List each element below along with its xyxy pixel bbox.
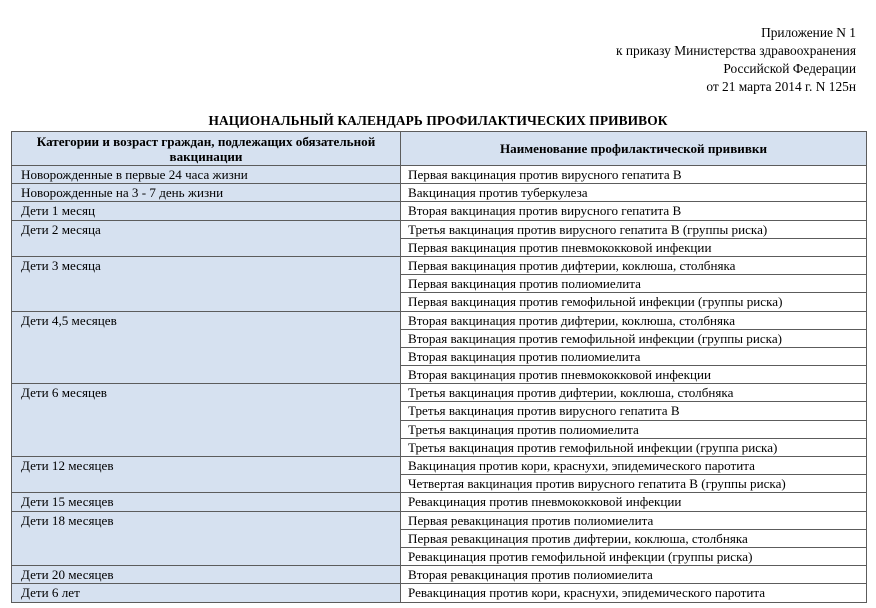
table-row — [12, 184, 867, 202]
table-row — [12, 256, 867, 274]
vaccination-cell: Вакцинация против кори, краснухи, эпидемического паротита — [401, 457, 867, 475]
vaccination-cell: Третья вакцинация против полиомиелита — [401, 420, 867, 438]
table-row — [12, 202, 867, 220]
document-title: НАЦИОНАЛЬНЫЙ КАЛЕНДАРЬ ПРОФИЛАКТИЧЕСКИХ ПРИВИВОК — [208, 113, 668, 128]
table-body — [12, 166, 867, 603]
column-header-vaccination: Наименование профилактической прививки — [401, 132, 867, 166]
category-cell: Дети 20 месяцев — [12, 566, 401, 584]
table-row — [12, 220, 867, 238]
table-row — [12, 384, 867, 402]
appendix-line-1: Приложение N 1 — [761, 25, 856, 40]
vaccination-cell: Третья вакцинация против гемофильной инфекции (группа риска) — [401, 438, 867, 456]
vaccination-cell: Первая вакцинация против дифтерии, коклюша, столбняка — [401, 256, 867, 274]
table-row — [12, 566, 867, 584]
table-row — [12, 166, 867, 184]
vaccination-cell: Третья вакцинация против дифтерии, коклюша, столбняка — [401, 384, 867, 402]
vaccination-cell: Ревакцинация против кори, краснухи, эпидемического паротита — [401, 584, 867, 602]
appendix-header — [616, 24, 856, 96]
vaccination-cell: Третья вакцинация против вирусного гепатита В (группы риска) — [401, 220, 867, 238]
column-header-category: Категории и возраст граждан, подлежащих обязательной вакцинации — [12, 132, 401, 166]
appendix-line-2: к приказу Министерства здравоохранения — [616, 43, 856, 58]
vaccination-cell: Первая вакцинация против пневмококковой инфекции — [401, 238, 867, 256]
vaccination-cell: Ревакцинация против гемофильной инфекции (группы риска) — [401, 547, 867, 565]
vaccination-cell: Первая вакцинация против вирусного гепатита В — [401, 166, 867, 184]
table-row — [12, 511, 867, 529]
vaccination-cell: Ревакцинация против пневмококковой инфекции — [401, 493, 867, 511]
vaccination-cell: Вторая вакцинация против дифтерии, коклюша, столбняка — [401, 311, 867, 329]
vaccination-cell: Первая ревакцинация против полиомиелита — [401, 511, 867, 529]
category-cell: Дети 12 месяцев — [12, 457, 401, 493]
category-cell: Новорожденные в первые 24 часа жизни — [12, 166, 401, 184]
category-cell: Дети 18 месяцев — [12, 511, 401, 566]
category-cell: Дети 15 месяцев — [12, 493, 401, 511]
table-row — [12, 457, 867, 475]
vaccination-calendar-table — [11, 131, 867, 603]
vaccination-cell: Первая вакцинация против гемофильной инфекции (группы риска) — [401, 293, 867, 311]
appendix-line-4: от 21 марта 2014 г. N 125н — [706, 79, 856, 94]
category-cell: Дети 4,5 месяцев — [12, 311, 401, 384]
category-cell: Дети 1 месяц — [12, 202, 401, 220]
table-row — [12, 311, 867, 329]
vaccination-cell: Вакцинация против туберкулеза — [401, 184, 867, 202]
vaccination-cell: Первая ревакцинация против дифтерии, коклюша, столбняка — [401, 529, 867, 547]
category-cell: Дети 6 месяцев — [12, 384, 401, 457]
vaccination-cell: Первая вакцинация против полиомиелита — [401, 275, 867, 293]
category-cell: Новорожденные на 3 - 7 день жизни — [12, 184, 401, 202]
vaccination-cell: Вторая ревакцинация против полиомиелита — [401, 566, 867, 584]
category-cell: Дети 6 лет — [12, 584, 401, 602]
vaccination-cell: Вторая вакцинация против гемофильной инфекции (группы риска) — [401, 329, 867, 347]
vaccination-cell: Четвертая вакцинация против вирусного гепатита В (группы риска) — [401, 475, 867, 493]
table-header-row — [12, 132, 867, 166]
table-row — [12, 493, 867, 511]
vaccination-cell: Третья вакцинация против вирусного гепатита В — [401, 402, 867, 420]
vaccination-cell: Вторая вакцинация против полиомиелита — [401, 347, 867, 365]
category-cell: Дети 3 месяца — [12, 256, 401, 311]
vaccination-cell: Вторая вакцинация против пневмококковой инфекции — [401, 366, 867, 384]
appendix-line-3: Российской Федерации — [723, 61, 856, 76]
vaccination-cell: Вторая вакцинация против вирусного гепатита В — [401, 202, 867, 220]
category-cell: Дети 2 месяца — [12, 220, 401, 256]
table-row — [12, 584, 867, 602]
